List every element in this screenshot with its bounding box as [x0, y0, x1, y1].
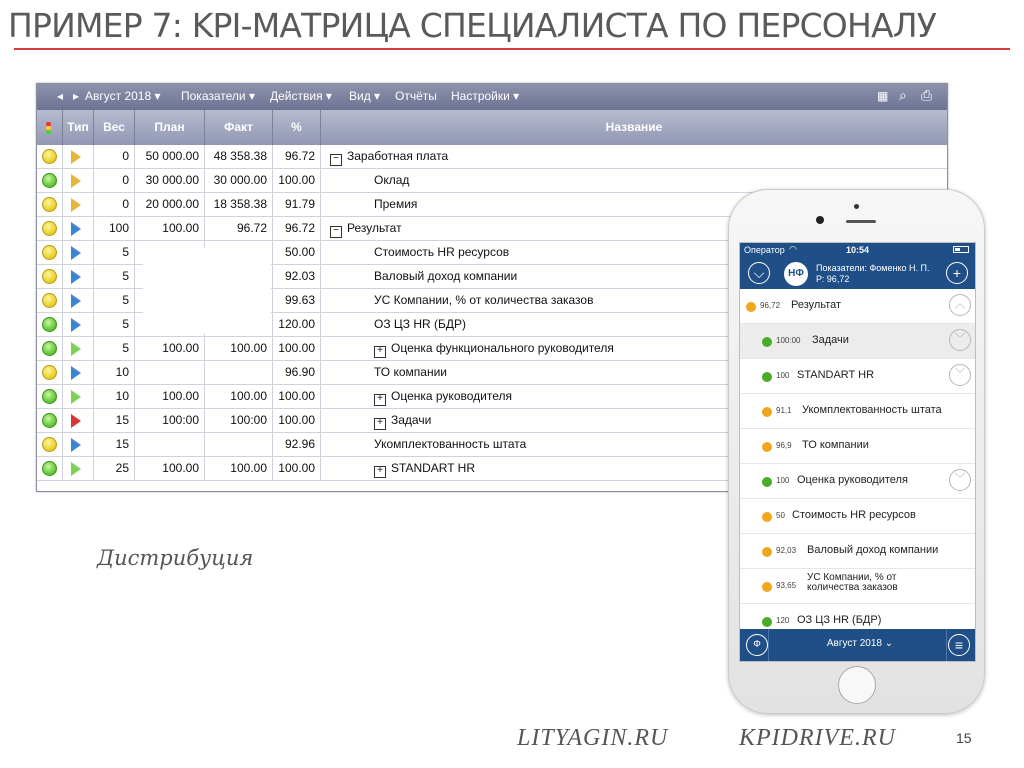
indicator-name: Оклад: [374, 173, 410, 187]
wifi-icon: ◠: [789, 244, 797, 254]
footer-link-lityagin[interactable]: LITYAGIN.RU: [517, 725, 669, 751]
weight-cell: 15: [94, 433, 135, 456]
user-info: [816, 263, 929, 285]
page-number: 15: [956, 730, 972, 746]
tab-bar: [740, 629, 975, 661]
status-dot-icon: [746, 302, 756, 312]
plan-cell: 100.00: [135, 385, 205, 408]
status-indicator-icon: [42, 173, 57, 188]
fact-cell: [205, 433, 273, 456]
percent-cell: 100.00: [273, 457, 321, 480]
type-flag-icon: [71, 222, 81, 236]
type-cell: [63, 361, 94, 384]
phone-mockup: [728, 189, 985, 714]
earpiece-speaker: [846, 220, 876, 223]
percent-cell: 92.96: [273, 433, 321, 456]
status-cell: [37, 289, 63, 312]
expand-icon[interactable]: +: [374, 394, 386, 406]
next-period-icon[interactable]: ▸: [73, 89, 80, 103]
status-dot-icon: [762, 617, 772, 627]
fact-cell: 30 000.00: [205, 169, 273, 192]
type-cell: [63, 265, 94, 288]
status-cell: [37, 433, 63, 456]
type-flag-icon: [71, 198, 81, 212]
item-value: 91,1: [776, 406, 792, 415]
search-icon[interactable]: ⌕: [899, 87, 907, 103]
item-value: 92,03: [776, 546, 797, 555]
item-label: STANDART HR: [797, 369, 875, 381]
plan-cell: 20 000.00: [135, 193, 205, 216]
percent-cell: 100.00: [273, 169, 321, 192]
avatar[interactable]: НФ: [784, 262, 808, 286]
header-plan[interactable]: План: [135, 110, 205, 145]
type-flag-icon: [71, 414, 81, 428]
item-value: 100: [776, 371, 790, 380]
status-cell: [37, 313, 63, 336]
item-value: 120: [776, 616, 790, 625]
proximity-sensor: [854, 204, 859, 209]
menu-actions[interactable]: Действия ▾: [270, 89, 332, 103]
percent-cell: 100.00: [273, 385, 321, 408]
filter-icon[interactable]: Ф: [746, 634, 768, 656]
front-camera: [816, 216, 824, 224]
percent-cell: 100.00: [273, 337, 321, 360]
menu-indicators[interactable]: Показатели ▾: [181, 89, 255, 103]
battery-icon: [953, 246, 969, 253]
status-dot-icon: [762, 337, 772, 347]
status-cell: [37, 217, 63, 240]
period-selector[interactable]: Август 2018 ▾: [85, 89, 161, 103]
header-status[interactable]: [37, 110, 63, 145]
footer-link-kpidrive[interactable]: KPIDRIVE.RU: [739, 725, 896, 751]
item-label: Валовый доход компании: [807, 544, 939, 556]
mobile-list-item[interactable]: [740, 394, 975, 429]
type-cell: [63, 385, 94, 408]
indicator-name: УС Компании, % от количества заказов: [374, 293, 594, 307]
mobile-list-item[interactable]: [740, 324, 975, 359]
type-flag-icon: [71, 318, 81, 332]
weight-cell: 0: [94, 169, 135, 192]
weight-cell: 0: [94, 145, 135, 168]
slide-title: ПРИМЕР 7: KPI-МАТРИЦА СПЕЦИАЛИСТА ПО ПЕРСОНАЛУ: [8, 6, 937, 45]
indicator-name: Укомплектованность штата: [374, 437, 527, 451]
percent-cell: 100.00: [273, 409, 321, 432]
status-indicator-icon: [42, 461, 57, 476]
status-cell: [37, 385, 63, 408]
type-flag-icon: [71, 366, 81, 380]
carrier-label: Оператор: [744, 245, 785, 255]
weight-cell: 25: [94, 457, 135, 480]
mobile-list-item[interactable]: [740, 534, 975, 569]
weight-cell: 5: [94, 289, 135, 312]
user-line-1: Показатели: Фоменко Н. П.: [816, 263, 930, 273]
plan-cell: [135, 433, 205, 456]
plan-cell: 50 000.00: [135, 145, 205, 168]
status-indicator-icon: [42, 413, 57, 428]
plan-cell: 100:00: [135, 409, 205, 432]
fact-cell: 100.00: [205, 337, 273, 360]
menu-icon[interactable]: ≡: [948, 634, 970, 656]
item-value: 93,65: [776, 581, 797, 590]
status-cell: [37, 361, 63, 384]
collapse-icon[interactable]: −: [330, 226, 342, 238]
weight-cell: 5: [94, 265, 135, 288]
item-value: 96,9: [776, 441, 792, 450]
clock: 10:54: [846, 245, 870, 255]
weight-cell: 0: [94, 193, 135, 216]
item-label: Задачи: [812, 334, 849, 346]
chevron-down-icon[interactable]: ﹀: [949, 364, 971, 386]
type-flag-icon: [71, 150, 81, 164]
fact-cell: 18 358.38: [205, 193, 273, 216]
fact-cell: 48 358.38: [205, 145, 273, 168]
indicator-name: Стоимость HR ресурсов: [374, 245, 510, 259]
tab-divider: [946, 629, 947, 661]
status-indicator-icon: [42, 365, 57, 380]
status-indicator-icon: [42, 437, 57, 452]
status-indicator-icon: [42, 389, 57, 404]
plan-cell: 30 000.00: [135, 169, 205, 192]
indicator-name: ТО компании: [374, 365, 447, 379]
status-indicator-icon: [42, 221, 57, 236]
item-label: ОЗ ЦЗ HR (БДР): [797, 614, 882, 626]
type-flag-icon: [71, 270, 81, 284]
header-weight[interactable]: Вес: [94, 110, 135, 145]
percent-cell: 91.79: [273, 193, 321, 216]
status-dot-icon: [762, 442, 772, 452]
indicator-name: Премия: [374, 197, 418, 211]
fact-cell: 96.72: [205, 217, 273, 240]
indicator-name: ОЗ ЦЗ HR (БДР): [374, 317, 467, 331]
weight-cell: 5: [94, 313, 135, 336]
prev-period-icon[interactable]: ◂: [57, 89, 64, 103]
fact-cell: 100.00: [205, 457, 273, 480]
expand-icon[interactable]: +: [374, 346, 386, 358]
traffic-light-icon: [46, 122, 51, 134]
item-value: 100:00: [776, 336, 801, 345]
mobile-list-item[interactable]: [740, 289, 975, 324]
status-dot-icon: [762, 372, 772, 382]
fact-cell: 100:00: [205, 409, 273, 432]
home-button[interactable]: [838, 666, 876, 704]
weight-cell: 100: [94, 217, 135, 240]
header-percent[interactable]: %: [273, 110, 321, 145]
status-cell: [37, 145, 63, 168]
indicator-name: Оценка руководителя: [391, 389, 512, 403]
chevron-up-icon[interactable]: ︿: [949, 294, 971, 316]
weight-cell: 10: [94, 385, 135, 408]
status-cell: [37, 337, 63, 360]
status-indicator-icon: [42, 269, 57, 284]
mobile-list-item[interactable]: [740, 429, 975, 464]
percent-cell: 96.72: [273, 145, 321, 168]
indicator-name: Задачи: [391, 413, 432, 427]
item-label: ТО компании: [802, 439, 869, 451]
item-label: Укомплектованность штата: [802, 404, 942, 416]
chevron-down-icon[interactable]: ﹀: [949, 329, 971, 351]
status-cell: [37, 241, 63, 264]
weight-cell: 15: [94, 409, 135, 432]
type-flag-icon: [71, 462, 81, 476]
item-label: Результат: [791, 299, 842, 311]
indicator-name: Валовый доход компании: [374, 269, 518, 283]
type-cell: [63, 457, 94, 480]
table-header: [37, 110, 947, 145]
print-icon[interactable]: ⎙: [921, 87, 933, 103]
chevron-down-icon[interactable]: ﹀: [949, 469, 971, 491]
status-indicator-icon: [42, 245, 57, 260]
type-cell: [63, 241, 94, 264]
item-label: Стоимость HR ресурсов: [792, 509, 916, 521]
item-label: Оценка руководителя: [797, 474, 908, 486]
percent-cell: 50.00: [273, 241, 321, 264]
add-icon[interactable]: +: [946, 262, 968, 284]
type-cell: [63, 169, 94, 192]
fact-cell: 100.00: [205, 385, 273, 408]
header-type[interactable]: Тип: [63, 110, 94, 145]
type-cell: [63, 145, 94, 168]
status-dot-icon: [762, 547, 772, 557]
status-indicator-icon: [42, 149, 57, 164]
type-flag-icon: [71, 246, 81, 260]
tab-divider: [768, 629, 769, 661]
name-cell: [321, 145, 947, 168]
status-indicator-icon: [42, 293, 57, 308]
indicator-list: [740, 289, 975, 627]
indicator-name: Заработная плата: [347, 149, 449, 163]
status-cell: [37, 265, 63, 288]
status-dot-icon: [762, 407, 772, 417]
table-row[interactable]: [37, 145, 947, 169]
weight-cell: 5: [94, 241, 135, 264]
collapse-icon[interactable]: −: [330, 154, 342, 166]
item-value: 96,72: [760, 301, 781, 310]
weight-cell: 5: [94, 337, 135, 360]
status-bar: [740, 243, 975, 257]
mobile-list-item[interactable]: [740, 569, 975, 604]
menu-reports[interactable]: Отчёты: [395, 89, 437, 103]
percent-cell: 96.90: [273, 361, 321, 384]
status-indicator-icon: [42, 341, 57, 356]
mobile-list-item[interactable]: [740, 499, 975, 534]
indicator-name: Оценка функционального руководителя: [391, 341, 614, 355]
type-cell: [63, 217, 94, 240]
type-flag-icon: [71, 390, 81, 404]
type-cell: [63, 409, 94, 432]
phone-screen: [739, 242, 976, 662]
user-line-2: Р: 96,72: [816, 274, 850, 284]
item-value: 50: [776, 511, 785, 520]
status-cell: [37, 169, 63, 192]
type-cell: [63, 433, 94, 456]
status-cell: [37, 409, 63, 432]
indicator-name: STANDART HR: [391, 461, 476, 475]
item-label: УС Компании, % от количества заказов: [807, 572, 898, 593]
status-dot-icon: [762, 477, 772, 487]
type-flag-icon: [71, 174, 81, 188]
plan-cell: 100.00: [135, 457, 205, 480]
plan-cell: 100.00: [135, 337, 205, 360]
caption: Дистрибуция: [97, 546, 254, 570]
type-flag-icon: [71, 342, 81, 356]
collapse-icon[interactable]: ⌵: [748, 262, 770, 284]
header-fact[interactable]: Факт: [205, 110, 273, 145]
status-cell: [37, 457, 63, 480]
menu-settings[interactable]: Настройки ▾: [451, 89, 520, 103]
status-indicator-icon: [42, 317, 57, 332]
indicator-name: Результат: [347, 221, 402, 235]
plan-cell: 100.00: [135, 217, 205, 240]
expand-icon[interactable]: +: [374, 418, 386, 430]
type-flag-icon: [71, 438, 81, 452]
expand-icon[interactable]: +: [374, 466, 386, 478]
title-underline: [14, 48, 1010, 50]
mobile-period-selector[interactable]: Август 2018 ⌄: [826, 638, 894, 649]
type-cell: [63, 289, 94, 312]
item-value: 100: [776, 476, 790, 485]
menu-view[interactable]: Вид ▾: [349, 89, 381, 103]
type-cell: [63, 337, 94, 360]
mobile-list-item[interactable]: [740, 464, 975, 499]
percent-cell: 92.03: [273, 265, 321, 288]
nav-bar: [740, 257, 975, 289]
weight-cell: 10: [94, 361, 135, 384]
status-dot-icon: [762, 582, 772, 592]
header-name[interactable]: Название: [605, 120, 663, 134]
toolbar: [37, 84, 947, 110]
mobile-list-item[interactable]: [740, 359, 975, 394]
percent-cell: 99.63: [273, 289, 321, 312]
grid-icon[interactable]: ▦: [877, 89, 889, 103]
type-flag-icon: [71, 294, 81, 308]
type-cell: [63, 193, 94, 216]
type-cell: [63, 313, 94, 336]
plan-cell: [135, 361, 205, 384]
status-dot-icon: [762, 512, 772, 522]
status-indicator-icon: [42, 197, 57, 212]
status-cell: [37, 193, 63, 216]
hidden-values-area: [143, 248, 271, 334]
percent-cell: 120.00: [273, 313, 321, 336]
percent-cell: 96.72: [273, 217, 321, 240]
fact-cell: [205, 361, 273, 384]
